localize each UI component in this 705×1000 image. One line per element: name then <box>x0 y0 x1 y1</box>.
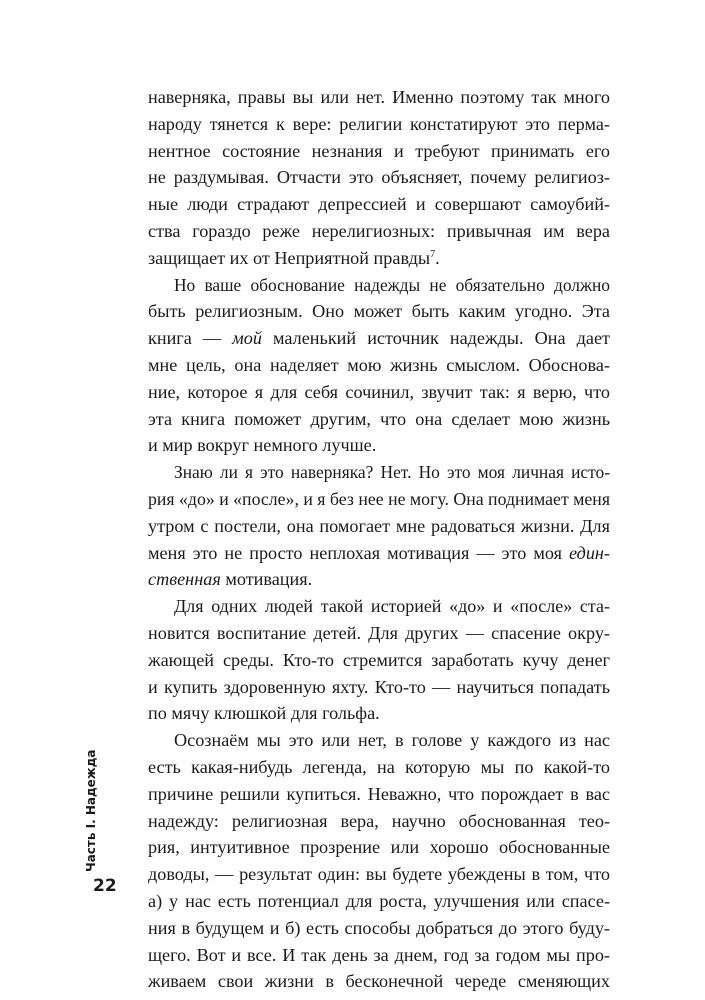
text-line: народу тянется к вере: религии констатируют это перма- <box>148 113 610 134</box>
text-line: и мир вокруг немного лучше. <box>148 435 377 456</box>
paragraph-5 <box>148 727 610 995</box>
paragraph-3 <box>148 459 610 593</box>
text-line: Знаю ли я это наверняка? Нет. Но это моя личная исто- <box>174 462 610 483</box>
paragraph-2 <box>148 272 610 460</box>
text-line: и купить здоровенную яхту. Кто-то — научиться попадать <box>148 676 610 697</box>
text-line: Для одних людей такой историей «до» и «после» ста- <box>174 596 610 617</box>
text-line: Осознаём мы это или нет, в голове у каждого из нас <box>174 730 610 751</box>
text-line: Но ваше обоснование надежды не обязательно должно <box>174 274 610 295</box>
text-line: защищает их от Неприятной правды$^7$. <box>148 247 440 268</box>
text-line: новится воспитание детей. Для других — спасение окру- <box>148 622 610 643</box>
text-line: есть какая-нибудь легенда, на которую мы по какой-то <box>148 756 610 777</box>
body-text <box>148 84 610 995</box>
text-line: наверняка, правы вы или нет. Именно поэтому так много <box>148 87 610 107</box>
text-line: надежду: религиозная вера, научно обоснованная тео- <box>148 810 610 831</box>
page-number: 22 <box>93 876 117 896</box>
text-line: жающей среды. Кто-то стремится заработать кучу денег <box>148 649 610 670</box>
text-line: по мячу клюшкой для гольфа. <box>148 703 380 724</box>
text-line: живаем свои жизни в бесконечной череде сменяющих <box>148 971 610 992</box>
text-line: ные люди страдают депрессией и совершают самоубий- <box>148 194 610 215</box>
running-head: Часть I. Надежда <box>84 749 98 872</box>
paragraph-4 <box>148 593 610 727</box>
text-line: меня это не просто неплохая мотивация — это моя един- <box>148 542 610 563</box>
text-line: рия, интуитивное прозрение или хорошо обоснованные <box>148 837 610 858</box>
text-line: ства гораздо реже нерелигиозных: привычная им вера <box>148 220 610 241</box>
text-line: доводы, — результат один: вы будете убеждены в том, что <box>148 864 610 885</box>
text-line: утром с постели, она помогает мне радоваться жизни. Для <box>148 515 610 536</box>
italic-emphasis: ственная <box>148 569 221 590</box>
text-line: ние, которое я для себя сочинил, звучит так: я верю, что <box>148 381 610 402</box>
text-line: не раздумывая. Отчасти это объясняет, почему религиоз- <box>148 167 610 188</box>
text-line: быть религиозным. Оно может быть каким угодно. Эта <box>148 301 610 322</box>
italic-emphasis: един- <box>569 542 610 563</box>
italic-emphasis: мой <box>232 328 262 349</box>
footnote-marker[interactable]: 7 <box>430 248 436 260</box>
text-line: рия «до» и «после», и я без нее не могу. Она поднимает меня <box>148 488 610 509</box>
text-line: а) у нас есть потенциал для роста, улучшения или спасе- <box>148 890 610 911</box>
text-line: нентное состояние незнания и требуют принимать его <box>148 140 610 161</box>
text-line: щего. Вот и все. И так день за днем, год за годом мы про- <box>148 944 610 965</box>
text-line: эта книга поможет другим, что она сделает мою жизнь <box>148 408 610 429</box>
paragraph-1 <box>148 84 610 272</box>
text-line: причине решили купиться. Неважно, что порождает в вас <box>148 783 610 804</box>
text-line: ственная мотивация. <box>148 569 313 590</box>
text-line: книга — мой маленький источник надежды. Она дает <box>148 328 611 349</box>
text-line: ния в будущем и б) есть способы добраться до этого буду- <box>148 917 610 938</box>
text-line: мне цель, она наделяет мою жизнь смыслом. Обоснова- <box>148 354 610 375</box>
